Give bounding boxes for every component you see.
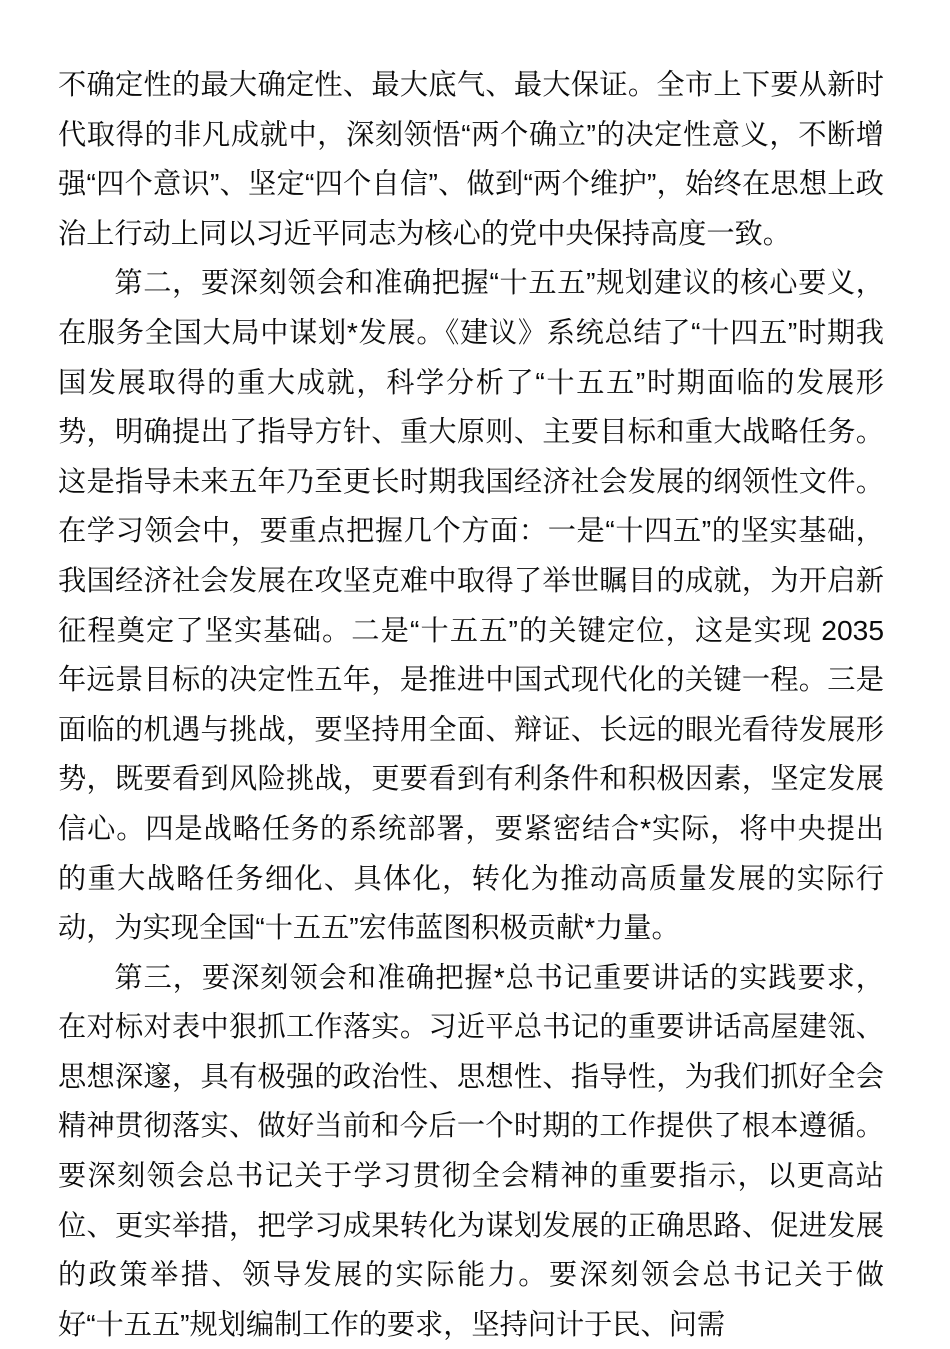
paragraph-section-two: 第二，要深刻领会和准确把握“十五五”规划建议的核心要义，在服务全国大局中谋划*发展。《建议》系统总结了“十四五”时期我国发展取得的重大成就，科学分析了“十五五”时期面临的发展形势，明确提出了指导方针、重大原则、主要目标和重大战略任务。这是指导未来五年乃至更长时期我国经济社会发展的纲领性文件。在学习领会中，要重点把握几个方面：一是“十四五”的坚实基础，我国经济社会发展在攻坚克难中取得了举世瞩目的成就，为开启新征程奠定了坚实基础。二是“十五五”的关键定位，这是实现 2035 年远景目标的决定性五年，是推进中国式现代化的关键一程。三是面临的机遇与挑战，要坚持用全面、辩证、长远的眼光看待发展形势，既要看到风险挑战，更要看到有利条件和积极因素，坚定发展信心。四是战略任务的系统部署，要紧密结合*实际，将中央提出的重大战略任务细化、具体化，转化为推动高质量发展的实际行动，为实现全国“十五五”宏伟蓝图积极贡献*力量。 (58, 266, 884, 944)
paragraph-continuation: 不确定性的最大确定性、最大底气、最大保证。全市上下要从新时代取得的非凡成就中，深刻领悟“两个确立”的决定性意义，不断增强“四个意识”、坚定“四个自信”、做到“两个维护”，始终在思想上政治上行动上同以习近平同志为核心的党中央保持高度一致。 (58, 68, 884, 249)
document-body (58, 60, 884, 1349)
paragraph-section-three: 第三，要深刻领会和准确把握*总书记重要讲话的实践要求，在对标对表中狠抓工作落实。习近平总书记的重要讲话高屋建瓴、思想深邃，具有极强的政治性、思想性、指导性，为我们抓好全会精神贯彻落实、做好当前和今后一个时期的工作提供了根本遵循。要深刻领会总书记关于学习贯彻全会精神的重要指示，以更高站位、更实举措，把学习成果转化为谋划发展的正确思路、促进发展的政策举措、领导发展的实际能力。要深刻领会总书记关于做好“十五五”规划编制工作的要求，坚持问计于民、问需 (58, 960, 884, 1340)
